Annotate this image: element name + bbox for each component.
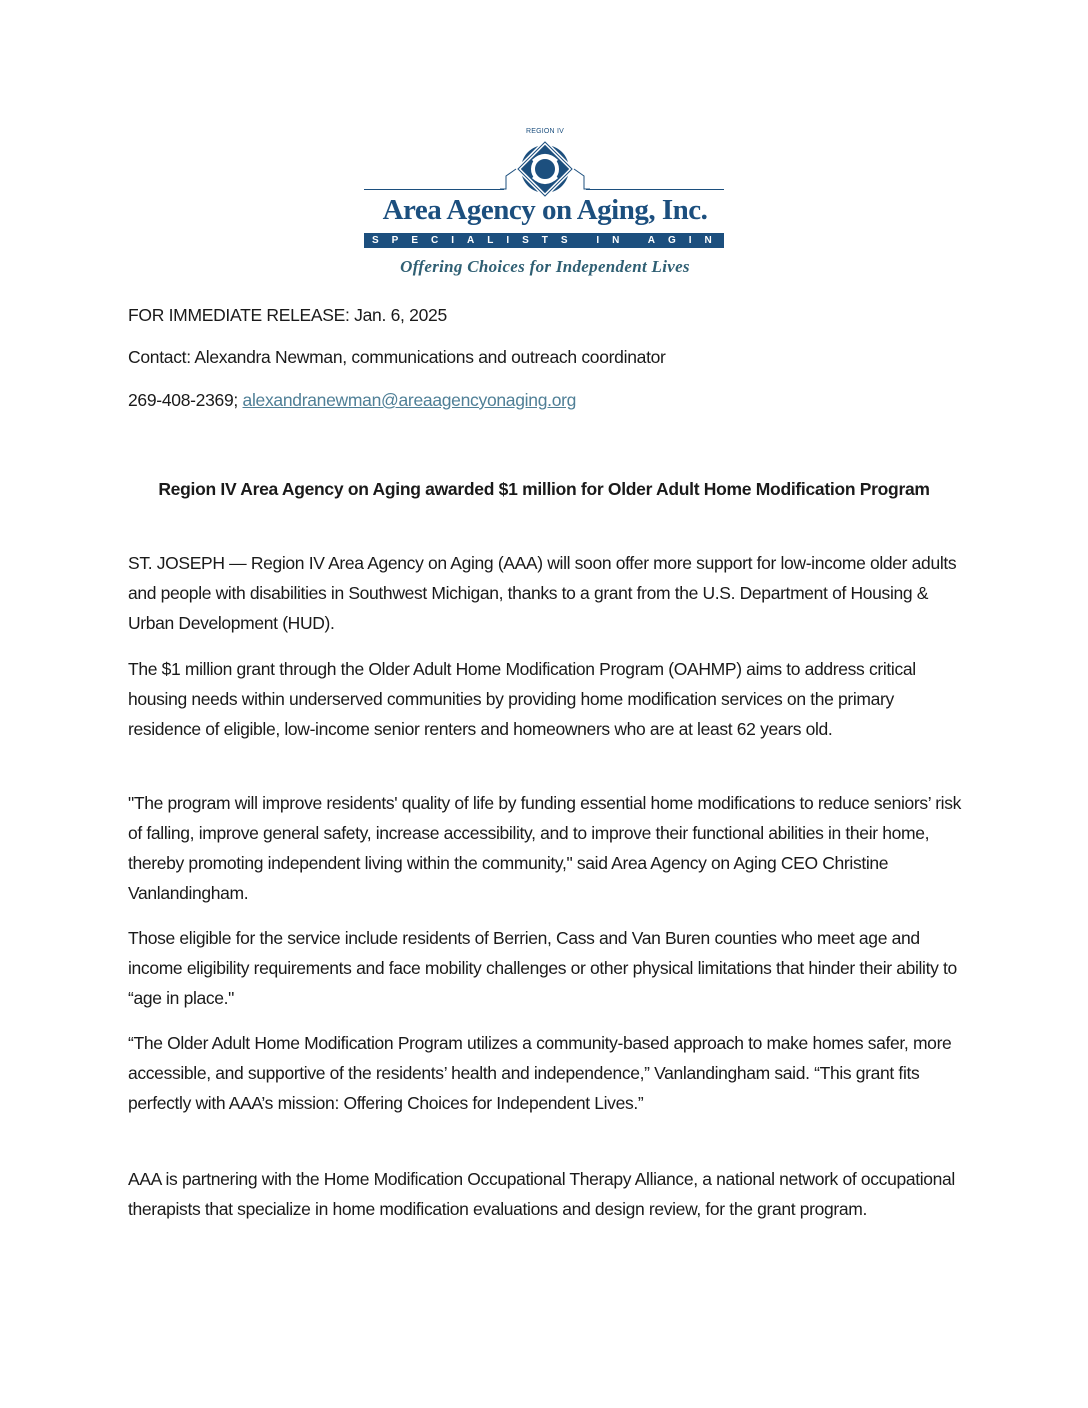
logo-band: SPECIALISTS IN AGING — [364, 233, 724, 248]
logo-rule-left — [364, 189, 504, 190]
paragraph-1: ST. JOSEPH — Region IV Area Agency on Aging (AAA) will soon offer more support for low-income older adults and people with disabilities in Southwest Michigan, thanks to a grant from the U.S. Department of Housing & Urban Development (HUD). — [128, 553, 957, 633]
headline: Region IV Area Agency on Aging awarded $1 million for Older Adult Home Modification Program — [158, 479, 930, 499]
logo-region-label: REGION IV — [526, 128, 564, 135]
paragraph-6: AAA is partnering with the Home Modification Occupational Therapy Alliance, a national network of occupational therapists that specialize in home modification evaluations and design review, for the grant program. — [128, 1169, 955, 1219]
contact-line: Contact: Alexandra Newman, communications and outreach coordinator — [128, 347, 666, 367]
paragraph-2: The $1 million grant through the Older Adult Home Modification Program (OAHMP) aims to address critical housing needs within underserved communities by providing home modification services on the primary residence of eligible, low-income senior renters and homeowners who are at least 62 years old. — [128, 659, 916, 739]
phone-email-line — [128, 390, 576, 411]
logo-tagline: Offering Choices for Independent Lives — [400, 257, 690, 276]
paragraph-4: Those eligible for the service include residents of Berrien, Cass and Van Buren counties who meet age and income eligibility requirements and face mobility challenges or other physical limitations that hinder their ability to “age in place." — [128, 928, 957, 1008]
logo-agency-name: Area Agency on Aging, Inc. — [382, 194, 708, 226]
agency-logo — [364, 128, 746, 280]
paragraph-5: “The Older Adult Home Modification Program utilizes a community-based approach to make homes safer, more accessible, and supportive of the residents’ health and independence,” Vanlandingham said. “This grant fits perfectly with AAA’s mission: Offering Choices for Independent Lives.” — [128, 1033, 952, 1113]
phone-number: 269-408-2369; — [128, 390, 243, 410]
emblem-icon — [500, 136, 590, 198]
contact-email-link[interactable]: alexandranewman@areaagencyonaging.org — [242, 390, 577, 410]
paragraph-3: "The program will improve residents' quality of life by funding essential home modifications to reduce seniors’ risk of falling, improve general safety, increase accessibility, and to improve their functional abilities in their home, thereby promoting independent living within the community," said Area Agency on Aging CEO Christine Vanlandingham. — [128, 793, 962, 903]
logo-rule-right — [586, 189, 724, 190]
release-date-line: FOR IMMEDIATE RELEASE: Jan. 6, 2025 — [128, 305, 447, 325]
